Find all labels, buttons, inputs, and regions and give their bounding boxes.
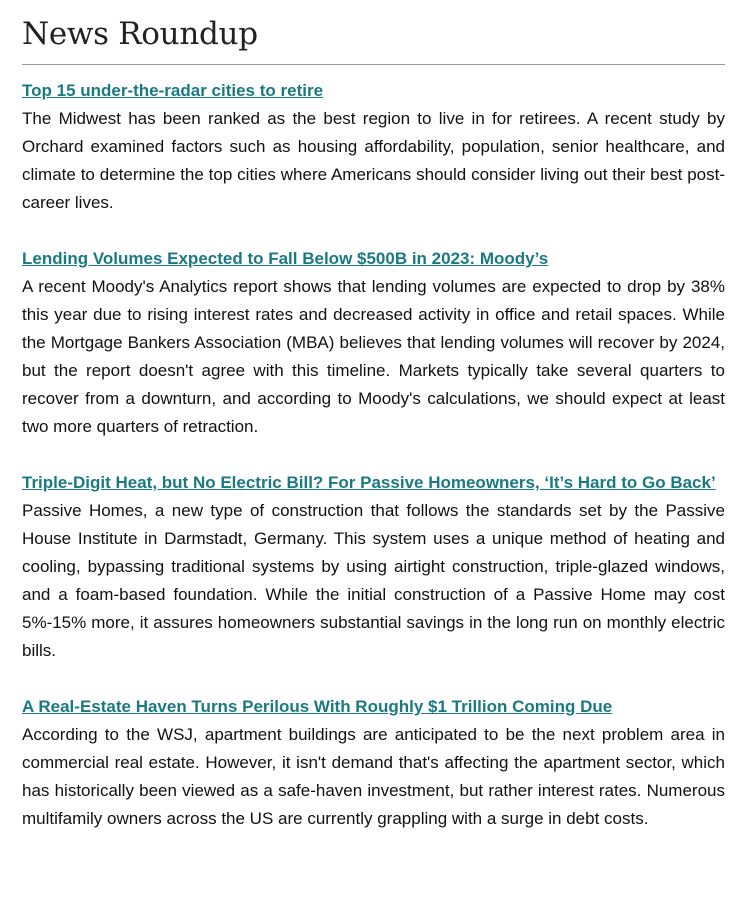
article-real-estate-haven [22,693,725,833]
article-headline-link[interactable]: Triple-Digit Heat, but No Electric Bill? For Passive Homeowners, ‘It’s Hard to Go Back’ [22,473,716,492]
article-headline-link[interactable]: Lending Volumes Expected to Fall Below $500B in 2023: Moody’s [22,249,549,268]
article-summary: A recent Moody's Analytics report shows that lending volumes are expected to drop by 38% this year due to rising interest rates and decreased activity in office and retail spaces. While the Mortgage Bankers Association (MBA) believes that lending volumes will recover by 2024, but the report doesn't agree with this timeline. Markets typically take several quarters to recover from a downturn, and according to Moody's calculations, we should expect at least two more quarters of retraction. [22,277,725,436]
article-passive-homes [22,469,725,665]
article-summary: Passive Homes, a new type of construction that follows the standards set by the Passive House Institute in Darmstadt, Germany. This system uses a unique method of heating and cooling, bypassing traditional systems by using airtight construction, triple-glazed windows, and a foam-based foundation. While the initial construction of a Passive Home may cost 5%-15% more, it assures homeowners substantial savings in the long run on monthly electric bills. [22,501,725,660]
article-summary: The Midwest has been ranked as the best region to live in for retirees. A recent study by Orchard examined factors such as housing affordability, population, senior healthcare, and climate to determine the top cities where Americans should consider living out their best post-career lives. [22,109,725,212]
title-divider [22,64,725,65]
article-headline-link[interactable]: Top 15 under-the-radar cities to retire [22,81,324,100]
page-title: News Roundup [22,16,258,52]
article-retire-cities [22,77,725,217]
article-headline-link[interactable]: A Real-Estate Haven Turns Perilous With Roughly $1 Trillion Coming Due [22,697,613,716]
news-roundup-section [22,10,725,861]
article-summary: According to the WSJ, apartment buildings are anticipated to be the next problem area in commercial real estate. However, it isn't demand that's affecting the apartment sector, which has historically been viewed as a safe-haven investment, but rather interest rates. Numerous multifamily owners across the US are currently grappling with a surge in debt costs. [22,725,725,828]
article-lending-volumes [22,245,725,441]
